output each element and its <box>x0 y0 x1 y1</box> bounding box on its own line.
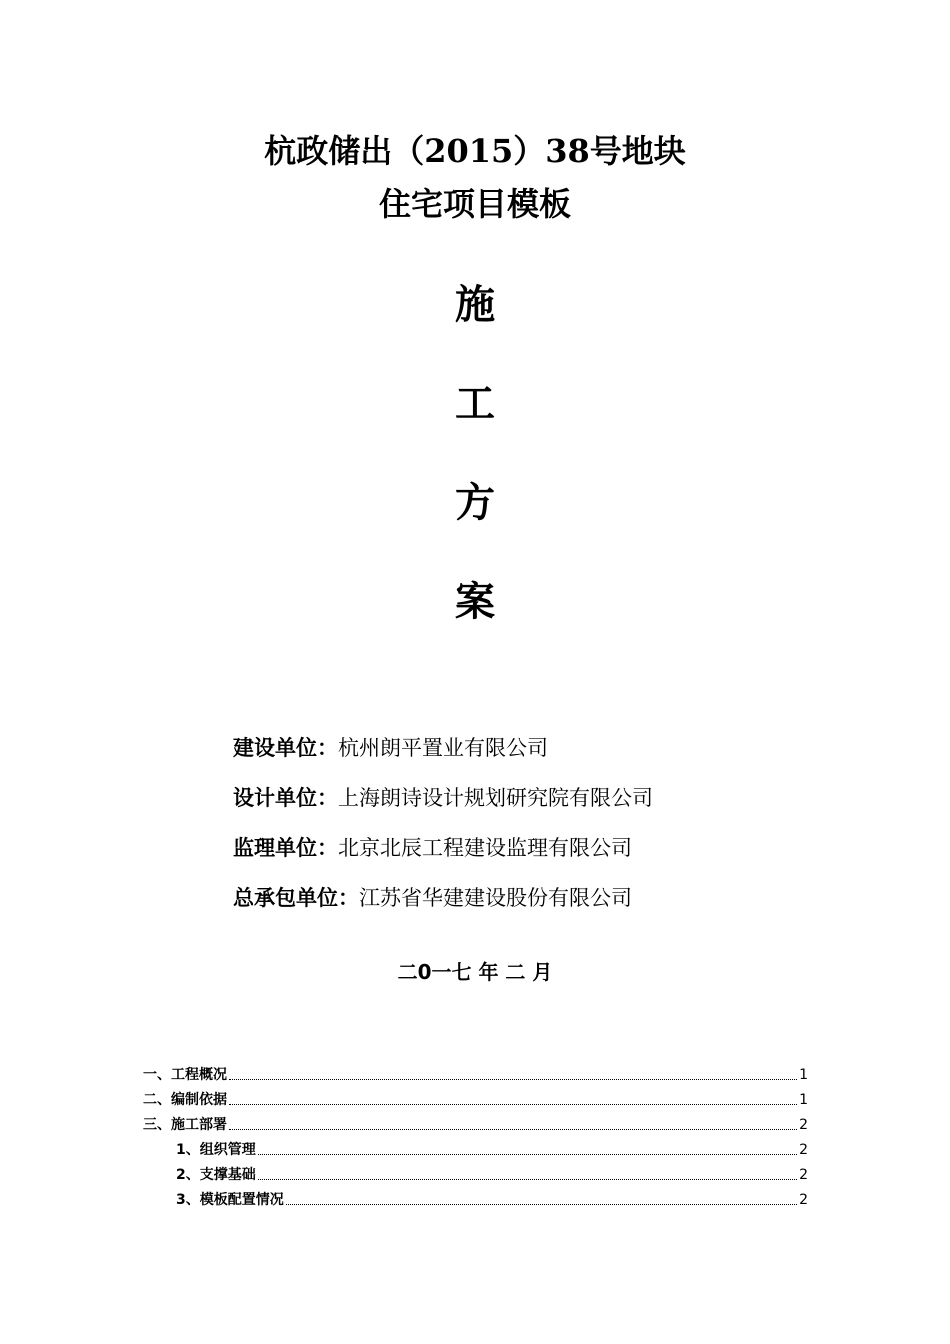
toc-entry-title: 一、工程概况 <box>143 1067 227 1083</box>
unit-value: 江苏省华建建设股份有限公司 <box>359 886 632 910</box>
unit-value: 北京北辰工程建设监理有限公司 <box>338 836 632 860</box>
table-of-contents <box>143 1060 808 1210</box>
title-char-4: 案 <box>455 578 495 625</box>
document-date: 二0一七 年 二 月 <box>397 960 553 984</box>
toc-leader-dots <box>229 1128 797 1130</box>
toc-entry-page: 1 <box>799 1067 808 1083</box>
unit-row-supervisor <box>233 833 632 863</box>
toc-leader-dots <box>286 1203 797 1205</box>
title-char-3: 方 <box>455 479 495 526</box>
toc-entry-title: 二、编制依据 <box>143 1092 227 1108</box>
toc-entry-title: 2、支撑基础 <box>176 1167 256 1183</box>
toc-entry[interactable] <box>143 1085 808 1110</box>
toc-subentry[interactable] <box>143 1135 808 1160</box>
title-char-1: 施 <box>455 281 495 328</box>
unit-label: 监理单位： <box>233 836 338 860</box>
unit-row-owner <box>233 733 548 763</box>
toc-leader-dots <box>258 1178 797 1180</box>
toc-subentry[interactable] <box>143 1185 808 1210</box>
toc-entry[interactable] <box>143 1060 808 1085</box>
title-char-2: 工 <box>455 380 495 427</box>
document-title-line1: 杭政储出（2015）38号地块 <box>264 132 686 170</box>
toc-leader-dots <box>229 1103 797 1105</box>
toc-subentry[interactable] <box>143 1160 808 1185</box>
unit-label: 总承包单位： <box>233 886 359 910</box>
toc-entry[interactable] <box>143 1110 808 1135</box>
unit-label: 建设单位： <box>233 736 338 760</box>
toc-entry-page: 2 <box>799 1167 808 1183</box>
unit-row-contractor <box>233 883 632 913</box>
toc-entry-page: 2 <box>799 1142 808 1158</box>
toc-entry-page: 2 <box>799 1192 808 1208</box>
unit-row-designer <box>233 783 653 813</box>
unit-label: 设计单位： <box>233 786 338 810</box>
toc-entry-page: 2 <box>799 1117 808 1133</box>
toc-entry-title: 三、施工部署 <box>143 1117 227 1133</box>
toc-entry-page: 1 <box>799 1092 808 1108</box>
toc-entry-title: 3、模板配置情况 <box>176 1192 284 1208</box>
unit-value: 上海朗诗设计规划研究院有限公司 <box>338 786 653 810</box>
toc-entry-title: 1、组织管理 <box>176 1142 256 1158</box>
toc-leader-dots <box>258 1153 797 1155</box>
unit-value: 杭州朗平置业有限公司 <box>338 736 548 760</box>
toc-leader-dots <box>229 1078 797 1080</box>
document-title-line2: 住宅项目模板 <box>378 185 571 223</box>
